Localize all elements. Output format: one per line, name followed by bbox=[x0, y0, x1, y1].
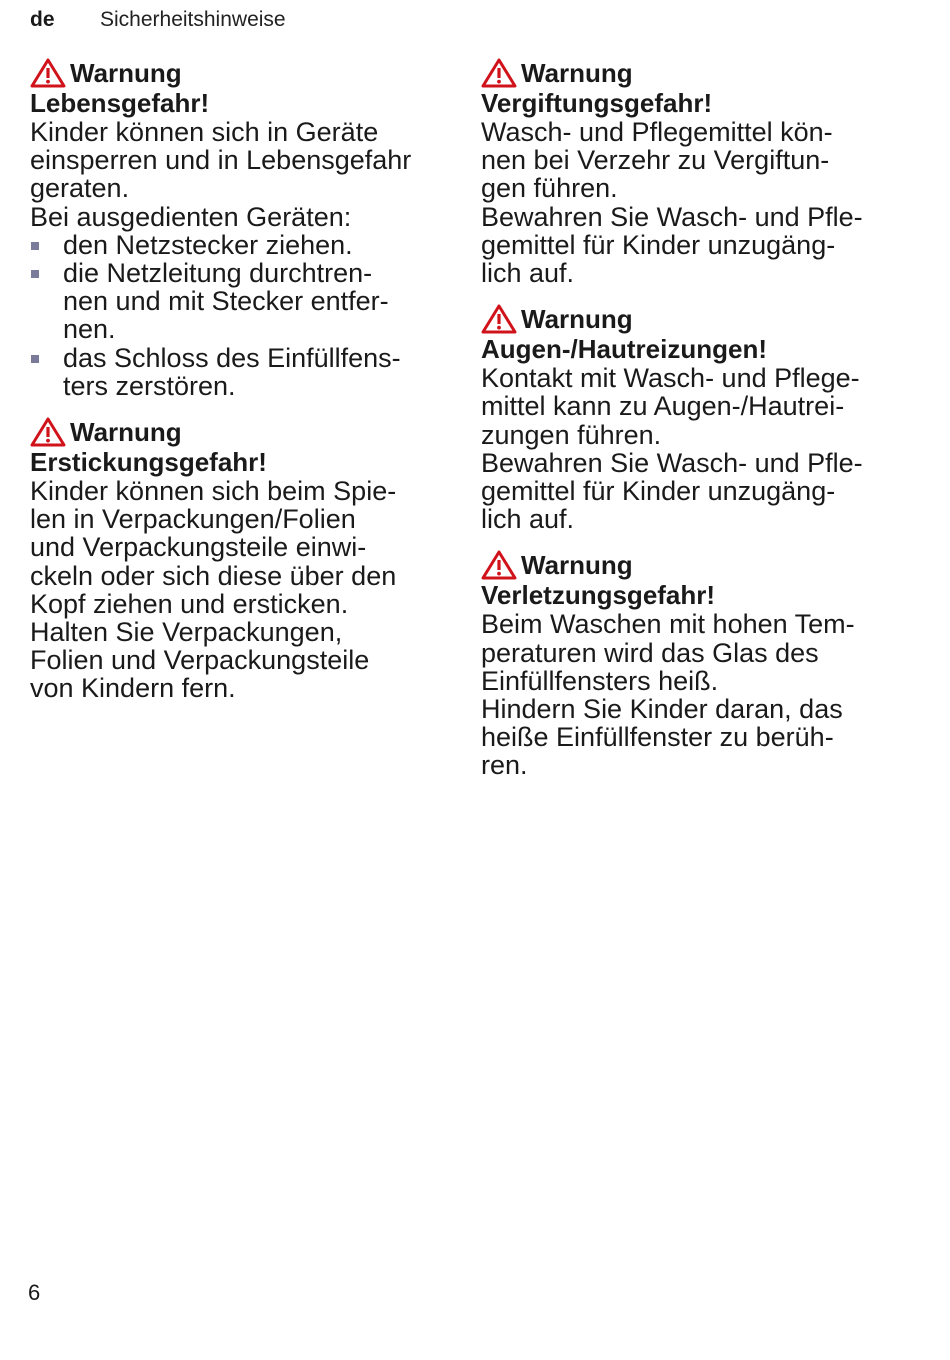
body-text-line: Beim Waschen mit hohen Tem- bbox=[481, 609, 855, 640]
square-bullet-icon bbox=[30, 344, 63, 400]
body-text-line: von Kindern fern. bbox=[30, 673, 236, 704]
warning-label: Warnung bbox=[70, 416, 182, 447]
body-text-line: Bewahren Sie Wasch- und Pfle- bbox=[481, 447, 863, 478]
warning-heading bbox=[481, 58, 901, 88]
body-text-line: Halten Sie Verpackungen, bbox=[30, 617, 343, 648]
warning-label: Warnung bbox=[521, 57, 633, 88]
language-code: de bbox=[30, 8, 55, 31]
body-text-line: zungen führen. bbox=[481, 419, 662, 450]
body-text-line: Bei ausgedienten Geräten: bbox=[30, 201, 352, 232]
bullet-item bbox=[30, 259, 450, 344]
hazard-title: Lebensgefahr! bbox=[30, 88, 210, 118]
warning-triangle-icon bbox=[481, 58, 517, 88]
bullet-text-line: den Netzstecker ziehen. bbox=[63, 229, 353, 260]
square-bullet-icon bbox=[30, 259, 63, 344]
body-text-line: Kinder können sich beim Spie- bbox=[30, 476, 397, 507]
body-text-line: Kinder können sich in Geräte bbox=[30, 117, 379, 147]
bullet-text-line: nen und mit Stecker entfer- bbox=[63, 286, 389, 317]
body-text-line: gen führen. bbox=[481, 173, 618, 204]
body-text-line: Hindern Sie Kinder daran, das bbox=[481, 694, 843, 725]
body-text-line: Einfüllfensters heiß. bbox=[481, 665, 719, 696]
body-text-line: Kopf ziehen und ersticken. bbox=[30, 588, 349, 619]
body-text-line: ren. bbox=[481, 750, 528, 781]
bullet-item bbox=[30, 231, 450, 259]
warning-block bbox=[481, 304, 901, 533]
body-text-line: ckeln oder sich diese über den bbox=[30, 560, 397, 591]
body-text-line: Bewahren Sie Wasch- und Pfle- bbox=[481, 201, 863, 232]
warning-heading bbox=[30, 58, 450, 88]
right-column bbox=[481, 58, 901, 797]
warning-label: Warnung bbox=[70, 57, 182, 88]
page-number: 6 bbox=[28, 1280, 41, 1305]
body-text-line: mittel kann zu Augen-/Hautrei- bbox=[481, 391, 845, 422]
warning-block bbox=[30, 417, 450, 703]
warning-block bbox=[481, 550, 901, 779]
hazard-title: Erstickungsgefahr! bbox=[30, 447, 267, 478]
warning-label: Warnung bbox=[521, 549, 633, 580]
hazard-title: Vergiftungsgefahr! bbox=[481, 88, 713, 118]
warning-heading bbox=[30, 417, 450, 447]
body-text-line: gemittel für Kinder unzugäng- bbox=[481, 229, 836, 260]
body-text-line: nen bei Verzehr zu Vergiftun- bbox=[481, 145, 830, 176]
warning-label: Warnung bbox=[521, 303, 633, 334]
hazard-title: Verletzungsgefahr! bbox=[481, 580, 716, 611]
square-bullet-icon bbox=[30, 231, 63, 259]
warning-block bbox=[30, 58, 450, 400]
body-text-line: und Verpackungsteile einwi- bbox=[30, 532, 367, 563]
body-text-line: peraturen wird das Glas des bbox=[481, 637, 819, 668]
bullet-text-line: ters zerstören. bbox=[63, 370, 236, 401]
bullet-text-line: die Netzleitung durchtren- bbox=[63, 258, 373, 289]
body-text-line: len in Verpackungen/Folien bbox=[30, 504, 356, 535]
body-text-line: Wasch- und Pflegemittel kön- bbox=[481, 117, 833, 147]
warning-heading bbox=[481, 304, 901, 334]
bullet-text bbox=[63, 259, 389, 344]
left-column bbox=[30, 58, 450, 720]
bullet-text bbox=[63, 231, 353, 259]
body-text-line: gemittel für Kinder unzugäng- bbox=[481, 476, 836, 507]
body-text-line: Kontakt mit Wasch- und Pflege- bbox=[481, 363, 860, 394]
warning-triangle-icon bbox=[481, 550, 517, 580]
warning-triangle-icon bbox=[481, 304, 517, 334]
section-title: Sicherheitshinweise bbox=[100, 8, 286, 31]
bullet-text-line: das Schloss des Einfüllfens- bbox=[63, 342, 401, 373]
bullet-text bbox=[63, 344, 401, 400]
warning-triangle-icon bbox=[30, 417, 66, 447]
warning-block bbox=[481, 58, 901, 287]
body-text-line: Folien und Verpackungsteile bbox=[30, 645, 370, 676]
page-header bbox=[30, 8, 286, 34]
body-text-line: lich auf. bbox=[481, 504, 575, 535]
body-text-line: einsperren und in Lebensgefahr bbox=[30, 145, 412, 176]
body-text-line: geraten. bbox=[30, 173, 130, 204]
hazard-title: Augen-/Hautreizungen! bbox=[481, 334, 767, 365]
bullet-text-line: nen. bbox=[63, 314, 116, 345]
bullet-item bbox=[30, 344, 450, 400]
warning-heading bbox=[481, 550, 901, 580]
warning-triangle-icon bbox=[30, 58, 66, 88]
body-text-line: heiße Einfüllfenster zu berüh- bbox=[481, 722, 834, 753]
body-text-line: lich auf. bbox=[481, 258, 575, 289]
